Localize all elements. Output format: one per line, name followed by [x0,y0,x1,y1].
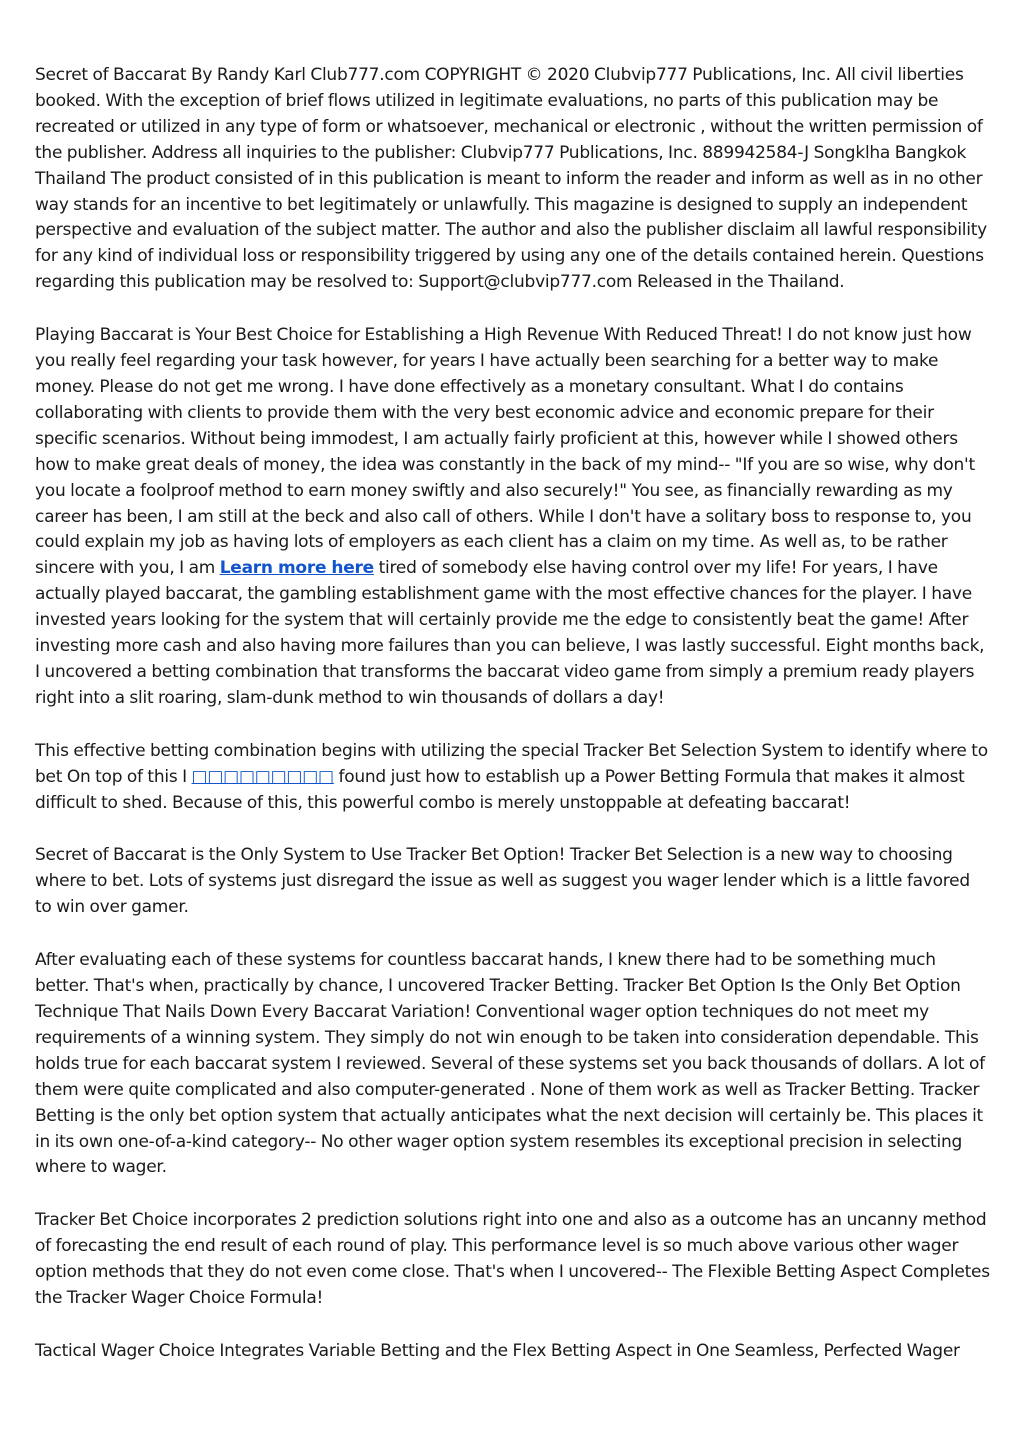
paragraph-text-before-link: Playing Baccarat is Your Best Choice for Establishing a High Revenue With Reduced Threat! I do not know just how you really feel regarding your task however, for years I have actually been searching for a better way to make money. Please do not get me wrong. I have done effectively as a monetary consultant. What I do contains collaborating with clients to provide them with the very best economic advice and economic prepare for their specific scenarios. Without being immodest, I am actually fairly proficient at this, however while I showed others how to make great deals of money, the idea was constantly in the back of my mind-- "If you are so wise, why don't you locate a foolproof method to earn money swiftly and also securely!" You see, as financially rewarding as my career has been, I am still at the beck and also call of others. While I don't have a solitary boss to response to, you could explain my job as having lots of employers as each client has a claim on my time. As well as, to be rather sincere with you, I am [35,325,975,579]
paragraph-text-after-link: tired of somebody else having control over my life! For years, I have actually played baccarat, the gambling establishment game with the most effective chances for the player. I have invested years looking for the system that will certainly provide me the edge to consistently beat the game! After investing more cash and also having more failures than you can believe, I was lastly successful. Eight months back, I uncovered a betting combination that transforms the baccarat video game from simply a premium ready players right into a slit roaring, slam-dunk method to win thousands of dollars a day! [35,558,985,708]
inline-link[interactable]: □□□□□□□□□ [191,766,334,787]
paragraph-betting-combination [35,739,990,817]
paragraph-evaluating-systems: After evaluating each of these systems for countless baccarat hands, I knew there had to be something much better. That's when, practically by chance, I uncovered Tracker Betting. Tracker Bet Option Is the Only Bet Option Technique That Nails Down Every Baccarat Variation! Conventional wager option techniques do not meet my requirements of a winning system. They simply do not win enough to be taken into consideration dependable. This holds true for each baccarat system I reviewed. Several of these systems set you back thousands of dollars. A lot of them were quite complicated and also computer-generated . None of them work as well as Tracker Betting. Tracker Betting is the only bet option system that actually anticipates what the next decision will certainly be. This places it in its own one-of-a-kind category-- No other wager option system resembles its exceptional precision in selecting where to wager. [35,950,985,1178]
learn-more-link[interactable]: Learn more here [219,558,374,579]
document-page [35,63,990,1392]
paragraph-tactical-wager: Tactical Wager Choice Integrates Variable Betting and the Flex Betting Aspect in One Seamless, Perfected Wager [35,1340,960,1361]
paragraph-text-before-link: This effective betting combination begins with utilizing the special Tracker Bet Selection System to identify where to bet On top of this I [35,740,988,787]
paragraph-playing-baccarat [35,323,990,712]
paragraph-tracker-bet-choice: Tracker Bet Choice incorporates 2 prediction solutions right into one and also as a outcome has an uncanny method of forecasting the end result of each round of play. This performance level is so much above various other wager option methods that they do not even come close. That's when I uncovered-- The Flexible Betting Aspect Completes the Tracker Wager Choice Formula! [35,1210,990,1309]
paragraph-copyright: Secret of Baccarat By Randy Karl Club777.com COPYRIGHT © 2020 Clubvip777 Publications, Inc. All civil liberties booked. With the exception of brief flows utilized in legitimate evaluations, no parts of this publication may be recreated or utilized in any type of form or whatsoever, mechanical or electronic , without the written permission of the publisher. Address all inquiries to the publisher: Clubvip777 Publications, Inc. 889942584-J Songklha Bangkok Thailand The product consisted of in this publication is meant to inform the reader and inform as well as in no other way stands for an incentive to bet legitimately or unlawfully. This magazine is designed to supply an independent perspective and evaluation of the subject matter. The author and also the publisher disclaim all lawful responsibility for any kind of individual loss or responsibility triggered by using any one of the details contained herein. Questions regarding this publication may be resolved to: Support@clubvip777.com Released in the Thailand. [35,65,987,293]
paragraph-text-after-link: found just how to establish up a Power Betting Formula that makes it almost difficult to shed. Because of this, this powerful combo is merely unstoppable at defeating baccarat! [35,766,965,813]
paragraph-tracker-bet-option: Secret of Baccarat is the Only System to Use Tracker Bet Option! Tracker Bet Selection is a new way to choosing where to bet. Lots of systems just disregard the issue as well as suggest you wager lender which is a little favored to win over gamer. [35,845,970,918]
